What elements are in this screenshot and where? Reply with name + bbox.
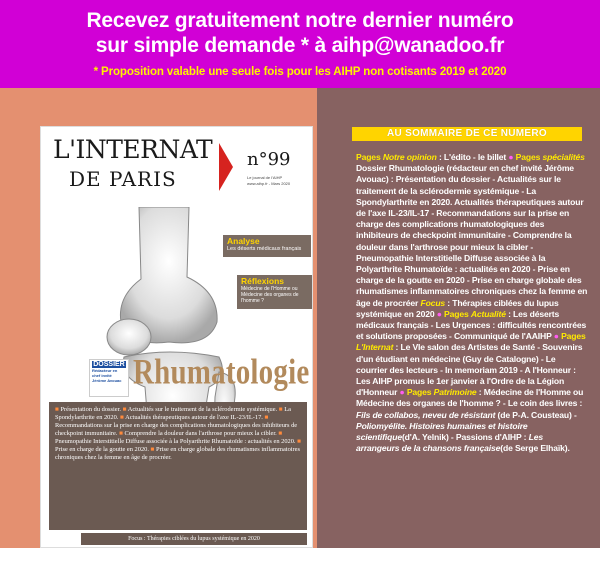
cover-main-title: Rhumatologie bbox=[133, 352, 310, 392]
bullet-icon: ● bbox=[399, 387, 405, 398]
dossier-box bbox=[89, 359, 129, 397]
dossier-title: DOSSIER bbox=[93, 361, 125, 368]
cover-focus-line: Focus : Thérapies ciblées du lupus systémique en 2020 bbox=[81, 533, 307, 545]
summary-item: Prise en charge de la goutte en 2020. bbox=[55, 446, 149, 453]
section-specialites: spécialités bbox=[542, 152, 585, 162]
section-internat: L'Internat bbox=[356, 342, 394, 353]
summary-item: Recommandations sur la prise en charge des complications rhumatologiques des inhibiteurs de checkpoint immunitaire. bbox=[55, 422, 298, 437]
bullet-icon: ● bbox=[553, 331, 559, 342]
summary-item: Actualités sur le traitement de la sclérodermie systémique. bbox=[127, 406, 278, 413]
sommaire-text: Pages Notre opinion : L'édito - le billet ● Pages spécialités Dossier Rhumatologie (rédacteur en chef invité Jérôme Avouac) : Présentation du dossier - Actualités sur le traitement de la sclérodermie systémique - La Spondylarthrite en 2020. Actualités thérapeutiques autour de l'axe IL-23/IL-17 - Recommandations sur la prise en charge des complications rhumatologiques des inhibiteurs de checkpoint immunitaire - Comprendre la douleur dans l'arthrose pour mieux la cibler - Pneumopathie Interstitielle Diffuse associée à la Polyarthrite Rhumatoïde : actualités en 2020 - Prise en charge de la goutte en 2020 - Prise en charge globale des rhumatismes inflammatoires chroniques chez la femme en âge de procréer Focus : Thérapies ciblées du lupus systémique en 2020 ● Pages Actualité : Les déserts médicaux français - Les Urgences : difficultés rencontrées et solutions proposées - Communiqué de l'AAIHP ● Pages L'Internat : Le VIe salon des Artistes de Santé - Souvenirs d'un étudiant en médecine (Guy de Catalogne) - Le courrier des lecteurs - In memoriam 2019 - A l'Honneur : Les AIHP promus le 1er janvier à l'Ordre de la Légion d'Honneur ● Pages Patrimoine : Médecine de l'Homme ou Médecine des organes de l'homme ? - Le coin des livres : Fils de collabos, neveu de résistant (de P-A. Cousteau) - Poliomyélite. Histoires humaines et histoire scientifique(d'A. Yelnik) - Passions d'AIHP : Les arrangeurs de la chansons française(de Serge Elhaïk). bbox=[356, 152, 588, 454]
masthead-title: L'INTERNAT bbox=[53, 135, 213, 164]
bottom-strip bbox=[0, 548, 600, 571]
promo-banner bbox=[0, 0, 600, 88]
analyse-box bbox=[223, 235, 311, 257]
banner-headline-2[interactable]: sur simple demande * à aihp@wanadoo.fr bbox=[95, 34, 505, 57]
book-title: Les arrangeurs de la chansons française bbox=[356, 432, 543, 454]
section-actualite: Actualité bbox=[470, 308, 506, 319]
section-notre-opinion: Notre opinion bbox=[382, 152, 437, 162]
book-title: Poliomyélite. Histoires humaines et histoire scientifique bbox=[356, 420, 528, 443]
summary-item: Présentation du dossier. bbox=[60, 406, 121, 413]
cover-summary: ■ Présentation du dossier. ■ Actualités sur le traitement de la sclérodermie systémique. ■ La Spondylarthrite en 2020. ■ Actualités thérapeutiques autour de l'axe IL-23/IL-17. ■ Recommandations sur la prise en charge des complications rhumatologiques des inhibiteurs de checkpoint immunitaire. ■ Comprendre la douleur dans l'arthrose pour mieux la cibler. ■ Pneumopathie Interstitielle Diffuse associée à la Polyarthrite Rhumatoïde : actualités en 2020. ■ Prise en charge de la goutte en 2020. ■ Prise en charge globale des rhumatismes inflammatoires chroniques chez la femme en âge de procréer. bbox=[49, 402, 307, 530]
sommaire-title: AU SOMMAIRE DE CE NUMERO bbox=[352, 127, 582, 141]
summary-item: Actualités thérapeutiques autour de l'axe IL-23/IL-17. bbox=[125, 414, 263, 421]
summary-item: Comprendre la douleur dans l'arthrose pour mieux la cibler. bbox=[124, 430, 277, 437]
masthead-arrow-icon bbox=[219, 143, 233, 191]
reflexions-subtitle: Médecine de l'Homme ou Médecine des organes de l'homme ? bbox=[241, 286, 299, 304]
summary-item: Prise en charge globale des rhumatismes inflammatoires chroniques chez la femme en âge de procréer. bbox=[55, 446, 301, 461]
summary-item: Pneumopathie Interstitielle Diffuse associée à la Polyarthrite Rhumatoïde : actualités en 2020. bbox=[55, 438, 296, 445]
masthead-subtitle: DE PARIS bbox=[69, 167, 177, 191]
banner-note: * Proposition valable une seule fois pour les AIHP non cotisants 2019 et 2020 bbox=[93, 66, 507, 78]
book-title: Fils de collabos, neveu de résistant bbox=[356, 409, 496, 420]
bullet-icon: ● bbox=[436, 308, 442, 319]
reflexions-box bbox=[237, 275, 313, 309]
dossier-subtitle: Rédacteur en chef invité Jérôme Avouac bbox=[92, 368, 122, 383]
publisher-info bbox=[247, 175, 313, 186]
summary-item: La Spondylarthrite en 2020. bbox=[55, 406, 291, 421]
bullet-icon: ● bbox=[508, 152, 514, 162]
section-patrimoine: Patrimoine bbox=[433, 387, 477, 398]
banner-headline-1: Recevez gratuitement notre dernier numéro bbox=[86, 9, 514, 32]
reflexions-title: Réflexions bbox=[241, 276, 284, 286]
publisher-line-1: Le journal de l'AIHP bbox=[247, 175, 283, 180]
magazine-cover[interactable] bbox=[40, 126, 313, 548]
publisher-line-2: www.aihp.fr - Mars 2020 bbox=[247, 180, 291, 186]
analyse-title: Analyse bbox=[227, 236, 260, 246]
analyse-subtitle: Les déserts médicaux français bbox=[227, 246, 302, 252]
issue-number: n°99 bbox=[247, 149, 291, 170]
section-focus: Focus bbox=[420, 297, 446, 308]
